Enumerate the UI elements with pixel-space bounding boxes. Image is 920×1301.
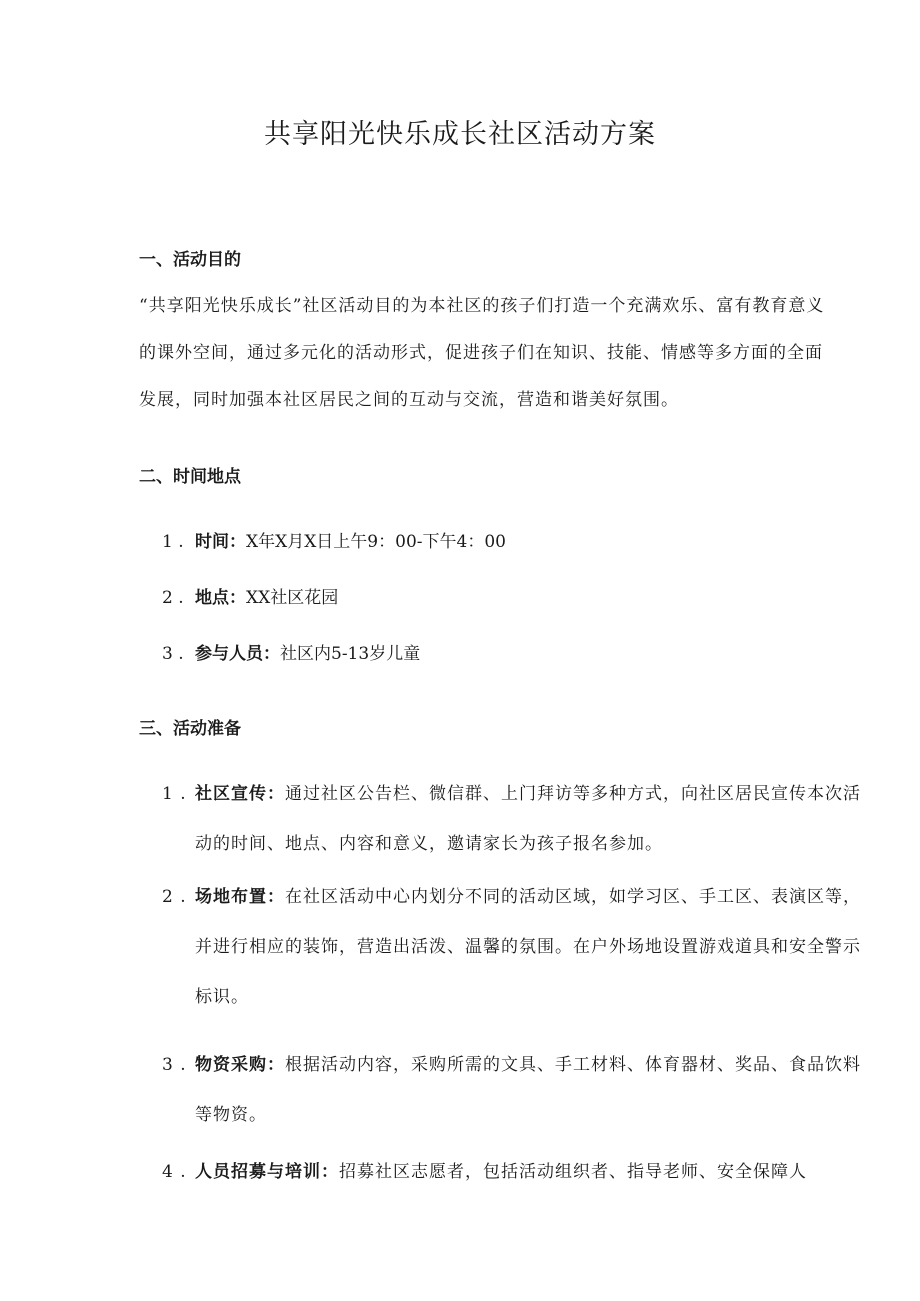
list-number: 3 . [162,1055,187,1075]
list-item [162,588,338,608]
section-body-purpose: “共享阳光快乐成长”社区活动目的为本社区的孩子们打造一个充满欢乐、富有教育意义的课外空间，通过多元化的活动形式，促进孩子们在知识、技能、情感等多方面的全面发展，同时加强本社区居民之间的互动与交流，营造和谐美好氛围。 [139,296,825,410]
item-text: X年X月X日上午9：00-下午4：00 [246,532,506,552]
item-label: 社区宣传： [195,784,285,804]
list-number: 4 . [162,1162,187,1182]
list-item [162,644,420,664]
document-title: 共享阳光快乐成长社区活动方案 [264,119,656,150]
item-text: 通过社区公告栏、微信群、上门拜访等多种方式，向社区居民宣传本次活动的时间、地点、内容和意义，邀请家长为孩子报名参加。 [195,784,861,854]
list-number: 2 . [162,887,187,907]
item-text: 招募社区志愿者，包括活动组织者、指导老师、安全保障人 [339,1162,807,1182]
list-item [162,872,863,1022]
item-label: 场地布置： [195,887,285,907]
item-label: 参与人员： [195,644,280,664]
list-item [162,1147,863,1197]
list-item [162,532,506,552]
item-label: 物资采购： [195,1055,285,1075]
item-label: 人员招募与培训： [195,1162,339,1182]
section-heading-preparation: 三、活动准备 [139,719,241,739]
item-text: 根据活动内容，采购所需的文具、手工材料、体育器材、奖品、食品饮料等物资。 [195,1055,861,1125]
item-label: 地点： [195,588,246,608]
section-heading-purpose: 一、活动目的 [139,250,241,270]
list-number: 3 . [162,644,184,664]
item-text: 在社区活动中心内划分不同的活动区域，如学习区、手工区、表演区等，并进行相应的装饰，营造出活泼、温馨的氛围。在户外场地设置游戏道具和安全警示标识。 [195,887,861,1007]
list-number: 1 . [162,532,184,552]
item-label: 时间： [195,532,246,552]
list-item [162,1040,863,1140]
section-heading-time-place: 二、时间地点 [139,467,241,487]
list-number: 1 . [162,784,187,804]
item-text: XX社区花园 [246,588,339,608]
list-number: 2 . [162,588,184,608]
item-text: 社区内5-13岁儿童 [280,644,421,664]
list-item [162,769,863,869]
